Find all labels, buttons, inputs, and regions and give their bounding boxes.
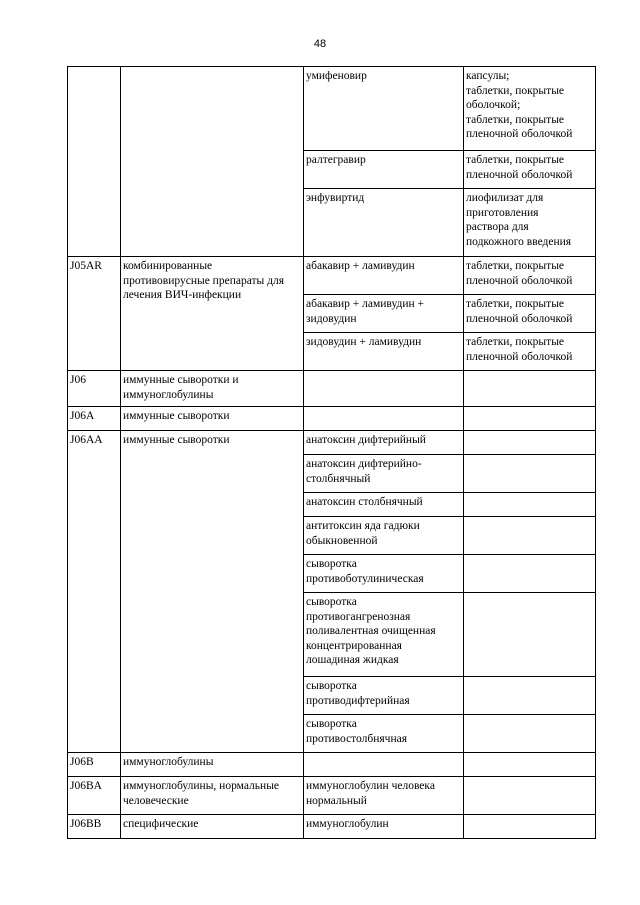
- drug-classification-table: [67, 66, 596, 839]
- dosage-form-cell: [464, 431, 596, 455]
- dosage-form-cell: таблетки, покрытые пленочной оболочкой: [464, 151, 596, 189]
- drug-name-cell: антитоксин яда гадюки обыкновенной: [304, 517, 464, 555]
- dosage-form-cell: [464, 371, 596, 407]
- atc-code-cell: J06BB: [68, 815, 121, 839]
- dosage-form-cell: таблетки, покрытые пленочной оболочкой: [464, 333, 596, 371]
- table-row: [68, 753, 596, 777]
- drug-name-cell: сыворотка противоботулиническая: [304, 555, 464, 593]
- dosage-form-cell: [464, 555, 596, 593]
- drug-name-cell: умифеновир: [304, 67, 464, 151]
- dosage-form-cell: [464, 493, 596, 517]
- atc-code-cell: J06: [68, 371, 121, 407]
- atc-code-cell: J06B: [68, 753, 121, 777]
- dosage-form-cell: [464, 753, 596, 777]
- dosage-form-cell: [464, 677, 596, 715]
- drug-name-cell: сыворотка противодифтерийная: [304, 677, 464, 715]
- drug-name-cell: анатоксин столбнячный: [304, 493, 464, 517]
- dosage-form-cell: [464, 715, 596, 753]
- drug-name-cell: анатоксин дифтерийный: [304, 431, 464, 455]
- dosage-form-cell: [464, 815, 596, 839]
- dosage-form-cell: таблетки, покрытые пленочной оболочкой: [464, 257, 596, 295]
- group-name-cell: иммунные сыворотки: [121, 431, 304, 753]
- table-row: [68, 431, 596, 455]
- atc-code-cell: J06A: [68, 407, 121, 431]
- group-name-cell: специфические: [121, 815, 304, 839]
- drug-name-cell: иммуноглобулин: [304, 815, 464, 839]
- drug-name-cell: абакавир + ламивудин + зидовудин: [304, 295, 464, 333]
- dosage-form-cell: [464, 593, 596, 677]
- table-row: [68, 257, 596, 295]
- dosage-form-cell: [464, 407, 596, 431]
- table-row: [68, 815, 596, 839]
- group-name-cell: иммуноглобулины: [121, 753, 304, 777]
- dosage-form-cell: [464, 777, 596, 815]
- drug-name-cell: [304, 753, 464, 777]
- drug-name-cell: иммуноглобулин человека нормальный: [304, 777, 464, 815]
- page-number: 48: [313, 38, 327, 50]
- drug-name-cell: сыворотка противостолбнячная: [304, 715, 464, 753]
- dosage-form-cell: таблетки, покрытые пленочной оболочкой: [464, 295, 596, 333]
- table-row: [68, 777, 596, 815]
- dosage-form-cell: [464, 455, 596, 493]
- atc-code-cell: J05AR: [68, 257, 121, 371]
- drug-name-cell: энфувиртид: [304, 189, 464, 257]
- group-name-cell: иммунные сыворотки и иммуноглобулины: [121, 371, 304, 407]
- group-name-cell: иммунные сыворотки: [121, 407, 304, 431]
- group-name-cell: [121, 67, 304, 257]
- drug-name-cell: [304, 407, 464, 431]
- atc-code-cell: J06AA: [68, 431, 121, 753]
- dosage-form-cell: лиофилизат для приготовления раствора для подкожного введения: [464, 189, 596, 257]
- atc-code-cell: [68, 67, 121, 257]
- table-row: [68, 407, 596, 431]
- group-name-cell: комбинированные противовирусные препараты для лечения ВИЧ-инфекции: [121, 257, 304, 371]
- drug-name-cell: [304, 371, 464, 407]
- drug-name-cell: ралтегравир: [304, 151, 464, 189]
- drug-name-cell: абакавир + ламивудин: [304, 257, 464, 295]
- atc-code-cell: J06BA: [68, 777, 121, 815]
- dosage-form-cell: [464, 517, 596, 555]
- table-row: [68, 67, 596, 151]
- drug-name-cell: анатоксин дифтерийно- столбнячный: [304, 455, 464, 493]
- table-row: [68, 371, 596, 407]
- drug-name-cell: сыворотка противогангренозная поливалентная очищенная концентрированная лошадиная жидкая: [304, 593, 464, 677]
- drug-name-cell: зидовудин + ламивудин: [304, 333, 464, 371]
- group-name-cell: иммуноглобулины, нормальные человеческие: [121, 777, 304, 815]
- dosage-form-cell: капсулы; таблетки, покрытые оболочкой; таблетки, покрытые пленочной оболочкой: [464, 67, 596, 151]
